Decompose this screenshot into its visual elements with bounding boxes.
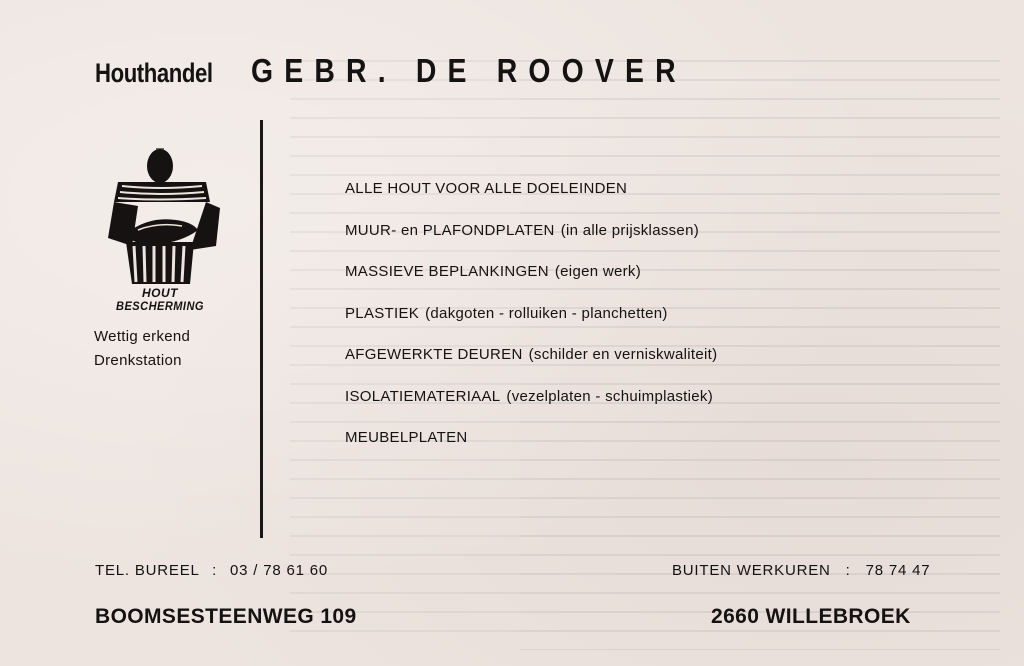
vertical-divider xyxy=(260,120,263,538)
product-note: (schilder en verniskwaliteit) xyxy=(528,346,718,363)
product-item xyxy=(345,180,717,222)
office-phone-number: 03 / 78 61 60 xyxy=(230,562,329,579)
product-item xyxy=(345,222,717,264)
tag-dip-station: Drenkstation xyxy=(94,352,182,369)
product-main: PLASTIEK xyxy=(345,304,420,322)
product-item xyxy=(345,263,717,305)
product-main: MUUR- en PLAFONDPLATEN xyxy=(345,221,555,239)
product-main: ISOLATIEMATERIAAL xyxy=(345,387,501,405)
product-item xyxy=(345,346,717,388)
after-hours-label: BUITEN WERKUREN xyxy=(672,562,831,579)
after-hours-phone: BUITEN WERKUREN : 78 74 47 xyxy=(672,562,931,579)
product-note: (dakgoten - rolluiken - planchetten) xyxy=(425,304,668,322)
after-hours-number: 78 74 47 xyxy=(865,562,931,579)
product-item xyxy=(345,429,717,471)
company-name: GEBR. DE ROOVER xyxy=(250,52,687,89)
logo-line-2: BESCHERMING xyxy=(116,299,204,313)
product-list xyxy=(345,180,717,471)
street-address: BOOMSESTEENWEG 109 xyxy=(95,605,357,628)
office-phone: TEL. BUREEL : 03 / 78 61 60 xyxy=(95,562,329,579)
city-address: 2660 WILLEBROEK xyxy=(711,605,911,628)
office-phone-label: TEL. BUREEL xyxy=(95,562,200,579)
wood-protection-emblem-icon xyxy=(98,146,222,296)
product-note: (vezelplaten - schuimplastiek) xyxy=(506,387,713,405)
company-header xyxy=(95,52,758,90)
product-item xyxy=(345,388,717,430)
product-note: (eigen werk) xyxy=(554,263,642,280)
product-item xyxy=(345,305,717,347)
header-prefix: Houthandel xyxy=(95,58,213,88)
product-main: AFGEWERKTE DEUREN xyxy=(345,346,523,363)
logo-caption xyxy=(108,287,212,313)
product-note: (in alle prijsklassen) xyxy=(560,221,700,239)
product-main: ALLE HOUT VOOR ALLE DOELEINDEN xyxy=(345,180,628,197)
product-main: MASSIEVE BEPLANKINGEN xyxy=(345,263,549,280)
product-main: MEUBELPLATEN xyxy=(345,429,468,446)
logo-line-1: HOUT xyxy=(142,286,178,300)
tag-certified: Wettig erkend xyxy=(94,328,191,345)
